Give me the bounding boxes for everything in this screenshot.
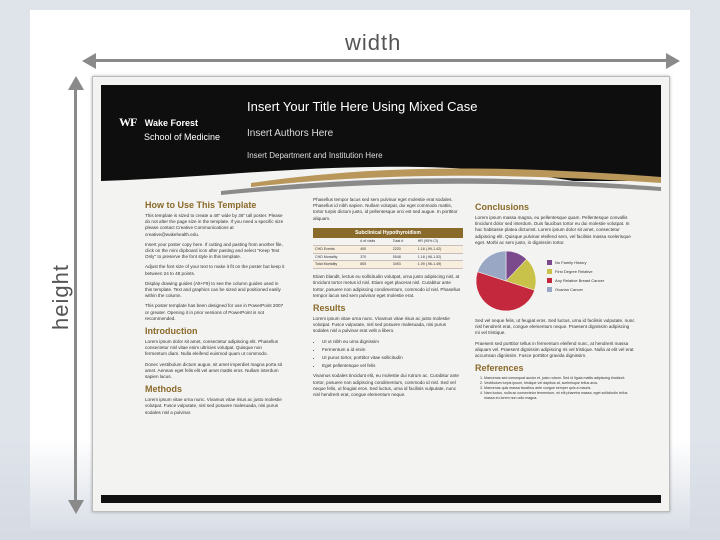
legend-swatch [547,269,552,274]
after-table-paragraph: Etiam blandit, lectus eu sollicitudin volutpat, urna justo adipiscing nisl, at tincidunt tortor metus id nisl. Etiam eget placerat nisl. Curabitur ante tortor, posuere non adipiscing condimentum, commodo id nisl. Phasellus tempor lacus sed sem pulvinar eget molestie erat. [313,274,461,298]
legend-swatch [547,287,552,292]
legend-swatch [547,260,552,265]
legend-label: Ovarian Cancer [555,287,584,293]
table-row [313,253,463,261]
conclusions-heading: Conclusions [475,202,530,212]
height-arrow-line [74,85,77,505]
table-cell: 400 [358,245,391,253]
table-header-cell: # of visits [358,238,391,245]
legend-swatch [547,278,552,283]
table-header-cell [313,238,358,245]
pie-legend [547,258,604,294]
column-middle [313,197,463,402]
table-cell: 370 [358,253,391,261]
results-bullets [313,339,463,370]
legend-label: Any Relative Breast Cancer [555,278,605,284]
table-cell: 1.18 (.98-1.52) [416,253,463,261]
table-cell: CHD Mortality [313,253,358,261]
legend-item [547,258,604,267]
column-right [475,199,635,401]
legend-item [547,285,604,294]
school-logo [119,113,220,142]
results-bullet: • Eget pellentesque vel felis [322,363,463,369]
legend-label: First Degree Relative [555,269,593,275]
reference-item: 4. Nam luctus, nulla ac consectetur fermentum, mi elit pharetra massa, eget sollicitudin tellus massa eu lorem non odio magna. [484,391,635,401]
height-label: height [48,264,73,330]
table-cell: Total Mortality [313,261,358,269]
middle-intro-paragraph: Phasellus tempor lacus sed sem pulvinar eget molestie erat sodales. Phasellus id nibh sapien. Nullam volutpat, dui eget commodo mattis, tortor turpis dictum justo, id pellentesque orci est sed augue. In porttitor aliquam. [313,197,458,221]
reference-item: 3. Maecenas quis massa faucibus ante congue semper quis a mauris. [484,386,635,391]
table-header-cell: HR (95% CI) [416,238,463,245]
table-header-cell: Total # [391,238,416,245]
methods-paragraph: Lorem ipsum vitae urna nunc. Vivamus vitae risus ac justo molestie volutpat. Fusce vulputate, nisl sed posuere malesuada, nisi purus sodales nisl a pulvinar. [145,397,282,415]
logo-line1: Wake Forest [144,118,198,128]
table-cell: 1.09 (.96-1.49) [416,261,463,269]
reference-item: 2. Vestibulum turpis ipsum, tristique vel dapibus at, scelerisque tellus arcu. [484,381,635,386]
table-header-row [313,238,463,245]
references-heading: References [475,363,524,374]
poster-department: Insert Department and Institution Here [247,151,383,160]
poster-title: Insert Your Title Here Using Mixed Case [247,99,478,114]
poster [92,76,670,512]
after-pie-paragraph: Sed vel neque felis, ut feugiat eros. Sed luctus, urna id facilisis vulputate, nunc nisl hendrerit erat, congue elementum neque. Praesent dignissim adipiscing mi vel tristique. [475,318,635,336]
height-arrow-bottom-head [68,500,84,514]
results-bullet: • Ut purus tortor, porttitor vitae sollicitudin [322,355,463,361]
how-to-use-heading: How to Use This Template [145,200,257,210]
table-cell: 5548 [391,253,416,261]
intro-paragraph: Lorem ipsum dolor sit amet, consectetur adipiscing elit. Phasellus consectetur nisl vitae enim ultricies volutpat. Quisque non fermentum diam. Nulla eleifend euismod quam ut commodo. [145,339,279,357]
data-table [313,238,463,269]
legend-item [547,267,604,276]
results-paragraph: Lorem ipsum vitae urna nunc. Vivamus vitae risus ac justo molestie volutpat. Fusce vulputate, nisl sed posuere malesuada, nisi purus sodales nisl a pulvinar erat velit a libero. [313,316,450,334]
table-cell: 2220 [391,245,416,253]
pie-chart [475,250,635,312]
table-cell: 1.18 (.99-1.42) [416,245,463,253]
second-paragraph: Praesent sed porttitor tellus in fermentum eleifend nunc, at hendrerit massa aliquam vel. Praesent dignissim adipiscing mi vel tristique. Nulla at elit vel erat accumsan dignissim. Fusce porttitor gravida dignissim. [475,340,634,359]
intro-paragraph: Donec vestibulum dictum augue, sit amet imperdiet magna porta sit amet. Aenean eget felis elit vel amet mattis eros. Nullam interdum sapien lacus. [145,361,283,380]
width-arrow-right-head [666,53,680,69]
how-paragraph: This template is sized to create a 48" wide by 36" tall poster. Please do not alter the page size in the template. If you need a specific size please contact Creative Communications at creative@wakehealth.edu. [145,213,284,237]
table-cell: CHD Events [313,245,358,253]
logo-line2: School of Medicine [144,132,221,142]
conclusions-paragraph: Lorem ipsum massa magna, eu pellentesque quam. Pellentesque convallis tincidunt dolor sed interdum. Duis faucibus tortor eu dui molestie volutpat. In hac habitasse platea dictumst. Lorem ipsum dolor sit amet, consectetur adipiscing elit. Quisque pulvinar eleifend sem, vel facilisis massa scelerisque eget. Morbi ac sem justo, in dignissim tortor. [475,215,631,245]
how-paragraph: This poster template has been designed for use in PowerPoint 2007 or greater. Opening it in prior versions of PowerPoint is not recommended. [145,303,284,321]
table-row [313,245,463,253]
legend-label: No Family History [555,260,587,266]
pie-chart-svg [475,250,537,312]
width-label: width [345,30,402,55]
table-cell: 3493 [391,261,416,269]
methods-heading: Methods [145,384,182,395]
table-row [313,261,463,269]
introduction-heading: Introduction [145,326,198,337]
closing-paragraph: Vivamus sodales tincidunt elit, eu molestie dui rutrum ac. Curabitur ante tortor, posuere non adipiscing condimentum, commodo id nisl. Sed vel neque felis, ut feugiat eros. Sed luctus, urna id facilisis vulputate, nunc nisl hendrerit erat, congue elementum neque. [313,373,459,398]
poster-authors: Insert Authors Here [247,128,334,139]
how-paragraph: Adjust the font size of your text to make it fit on the poster but keep it between 24 to 48 points. [145,264,285,276]
results-bullet: • Fermentum a id enim [322,347,463,353]
legend-item [547,276,604,285]
references-list [475,376,635,401]
table-cell: 805 [358,261,391,269]
results-bullet: • Ut ut nibh eu urna dignissim [322,339,463,345]
results-heading: Results [313,303,346,314]
column-left [145,197,285,420]
how-paragraph: Insert your poster copy here. If cutting and pasting from another file, click on the mini clipboard icon after pasting and select "Keep Text Only" to preserve the font style in this template. [145,241,283,260]
table-title: Subclinical Hypothyroidism [313,228,463,238]
how-paragraph: Display drawing guides (Alt+F9) to see the column guides used in this template. Text and graphics can be sized and positioned easily within the column. [145,280,281,299]
poster-footer-bar [101,495,661,503]
height-arrow-top-head [68,76,84,90]
logo-mark: WF [119,115,137,129]
width-arrow-line [90,59,670,62]
width-arrow-left-head [82,53,96,69]
reference-item: 1. Maecenas sed consequat auctor et, justo rutrum. Sed id ligula mattis adipiscing tincidunt. [484,376,635,381]
